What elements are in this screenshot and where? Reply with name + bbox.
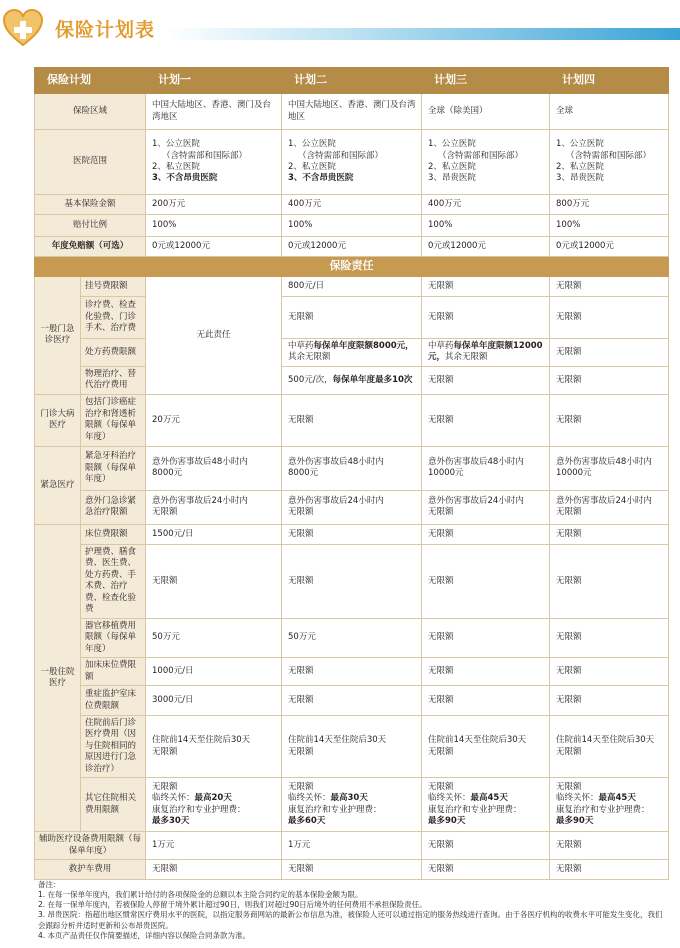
icu-plan-2: 无限额 bbox=[282, 686, 422, 716]
nursing-plan-1: 无限额 bbox=[146, 544, 282, 618]
row-label-nursing: 护理费、膳食费、医生费、处方药费、手术费、治疗费、检查化验费 bbox=[81, 544, 146, 618]
cell-line: 10000元 bbox=[556, 468, 592, 479]
prescription-rest: 其余无限额 bbox=[288, 352, 331, 363]
table-row-extra-bed bbox=[35, 658, 669, 686]
cell-line: 无限额 bbox=[288, 746, 314, 757]
hospital-line: 2、私立医院 bbox=[428, 162, 476, 172]
prescription-limit: 每保单年度限额12000元， bbox=[428, 340, 543, 363]
prescription-rest: 其余无限额 bbox=[445, 352, 488, 363]
nursing-plan-4: 无限额 bbox=[550, 544, 669, 618]
ratio-plan-3: 100% bbox=[422, 215, 550, 237]
cell-line: 最多30天 bbox=[152, 816, 190, 827]
hospital-line: 1、公立医院 bbox=[556, 139, 604, 150]
insurance-plan-table bbox=[34, 67, 669, 880]
cell-line: 无限额 bbox=[556, 507, 582, 518]
hospice-label: 临终关怀： bbox=[556, 793, 599, 804]
cell-line: 最多90天 bbox=[556, 816, 594, 827]
cell-line bbox=[428, 793, 545, 804]
cell-line: 康复治疗和专业护理费： bbox=[428, 804, 522, 815]
cell-line: 无限额 bbox=[152, 746, 178, 757]
other-plan-3 bbox=[422, 778, 550, 832]
category-emergency: 紧急医疗 bbox=[35, 446, 81, 524]
cell-line: 无限额 bbox=[556, 746, 582, 757]
major-disease-plan-2: 无限额 bbox=[282, 394, 422, 446]
hospital-line: 2、私立医院 bbox=[556, 162, 604, 172]
extra-bed-plan-4: 无限额 bbox=[550, 658, 669, 686]
cell-line: 无限额 bbox=[428, 507, 454, 518]
table-row-ambulance bbox=[35, 860, 669, 880]
row-label-transplant: 器官移植费用限额（每保单年度） bbox=[81, 618, 146, 657]
sum-insured-plan-2: 400万元 bbox=[282, 195, 422, 215]
dental-plan-3 bbox=[422, 446, 550, 490]
hospital-line: 1、公立医院 bbox=[152, 139, 200, 150]
registration-plan-4: 无限额 bbox=[550, 276, 669, 296]
table-row-prescription bbox=[35, 338, 669, 366]
table-row-other bbox=[35, 778, 669, 832]
prescription-plan-2 bbox=[282, 338, 422, 366]
diagnosis-plan-2: 无限额 bbox=[282, 296, 422, 338]
row-label-sum-insured: 基本保险金额 bbox=[35, 195, 146, 215]
cell-line: 无限额 bbox=[556, 781, 582, 792]
cell-line: 康复治疗和专业护理费： bbox=[556, 804, 650, 815]
hospital-line: 3、昂贵医院 bbox=[556, 173, 604, 184]
row-label-emergency-outpatient: 意外门急诊紧急治疗限额 bbox=[81, 490, 146, 524]
prescription-plan-4: 无限额 bbox=[550, 338, 669, 366]
row-label-deductible: 年度免赔额（可选） bbox=[35, 237, 146, 257]
pre-post-plan-3 bbox=[422, 716, 550, 778]
ambulance-plan-4: 无限额 bbox=[550, 860, 669, 880]
title-decoration-bar bbox=[166, 28, 680, 40]
nursing-plan-2: 无限额 bbox=[282, 544, 422, 618]
dental-plan-2 bbox=[282, 446, 422, 490]
header-plan-3: 计划三 bbox=[422, 68, 550, 94]
table-row-pre-post bbox=[35, 716, 669, 778]
row-label-dental: 紧急牙科治疗限额（每保单年度） bbox=[81, 446, 146, 490]
row-label-hospital: 医院范围 bbox=[35, 130, 146, 195]
registration-plan-2: 800元/日 bbox=[282, 276, 422, 296]
hospital-plan-1 bbox=[146, 130, 282, 195]
icu-plan-3: 无限额 bbox=[422, 686, 550, 716]
row-label-major-disease: 包括门诊癌症治疗和肾透析限额（每保单年度） bbox=[81, 394, 146, 446]
diagnosis-plan-3: 无限额 bbox=[422, 296, 550, 338]
transplant-plan-1: 50万元 bbox=[146, 618, 282, 657]
hospice-label: 临终关怀： bbox=[152, 793, 195, 804]
cell-line: 8000元 bbox=[152, 468, 183, 479]
hospital-line: 3、昂贵医院 bbox=[428, 173, 476, 184]
cell-line: 10000元 bbox=[428, 468, 464, 479]
row-label-prescription: 处方药费限额 bbox=[81, 338, 146, 366]
table-row-aux bbox=[35, 832, 669, 860]
transplant-plan-2: 50万元 bbox=[282, 618, 422, 657]
bed-plan-4: 无限额 bbox=[550, 524, 669, 544]
pre-post-plan-4 bbox=[550, 716, 669, 778]
table-row-deductible bbox=[35, 237, 669, 257]
icu-plan-1: 3000元/日 bbox=[146, 686, 282, 716]
hospital-plan-2 bbox=[282, 130, 422, 195]
ambulance-plan-2: 无限额 bbox=[282, 860, 422, 880]
cell-line: 无限额 bbox=[288, 507, 314, 518]
section-title: 保险责任 bbox=[35, 257, 669, 277]
table-row-dental bbox=[35, 446, 669, 490]
major-disease-plan-4: 无限额 bbox=[550, 394, 669, 446]
row-label-ratio: 赔付比例 bbox=[35, 215, 146, 237]
deductible-plan-4: 0元或12000元 bbox=[550, 237, 669, 257]
table-row-therapy bbox=[35, 366, 669, 394]
transplant-plan-4: 无限额 bbox=[550, 618, 669, 657]
deductible-plan-2: 0元或12000元 bbox=[282, 237, 422, 257]
table-row-hospital bbox=[35, 130, 669, 195]
cell-line: 最多60天 bbox=[288, 816, 326, 827]
cell-line: 无限额 bbox=[152, 507, 178, 518]
cell-line: 8000元 bbox=[288, 468, 319, 479]
deductible-plan-1: 0元或12000元 bbox=[146, 237, 282, 257]
header-plan-1: 计划一 bbox=[146, 68, 282, 94]
nursing-plan-3: 无限额 bbox=[422, 544, 550, 618]
sum-insured-plan-1: 200万元 bbox=[146, 195, 282, 215]
cell-line: 无限额 bbox=[288, 781, 314, 792]
other-plan-2 bbox=[282, 778, 422, 832]
cell-line: 无限额 bbox=[428, 781, 454, 792]
major-disease-plan-3: 无限额 bbox=[422, 394, 550, 446]
table-row-registration bbox=[35, 276, 669, 296]
hospice-limit: 最高30天 bbox=[330, 793, 368, 804]
row-label-region: 保险区域 bbox=[35, 94, 146, 130]
table-row-transplant bbox=[35, 618, 669, 657]
aux-plan-1: 1万元 bbox=[146, 832, 282, 860]
outpatient-plan-1-no-liability: 无此责任 bbox=[146, 276, 282, 394]
ratio-plan-1: 100% bbox=[146, 215, 282, 237]
deductible-plan-3: 0元或12000元 bbox=[422, 237, 550, 257]
cell-line: 康复治疗和专业护理费： bbox=[288, 804, 382, 815]
dental-plan-4 bbox=[550, 446, 669, 490]
prescription-text: 中草药 bbox=[428, 340, 454, 351]
row-label-diagnosis: 诊疗费、检查化验费、门诊手术、治疗费 bbox=[81, 296, 146, 338]
table-row-icu bbox=[35, 686, 669, 716]
hospice-limit: 最高45天 bbox=[598, 793, 636, 804]
cell-line: 康复治疗和专业护理费： bbox=[152, 804, 246, 815]
prescription-text: 中草药 bbox=[288, 340, 314, 351]
header-plan-2: 计划二 bbox=[282, 68, 422, 94]
table-row-diagnosis bbox=[35, 296, 669, 338]
other-plan-4 bbox=[550, 778, 669, 832]
therapy-plan-2 bbox=[282, 366, 422, 394]
section-header-row bbox=[35, 257, 669, 277]
icu-plan-4: 无限额 bbox=[550, 686, 669, 716]
table-row-major-disease bbox=[35, 394, 669, 446]
table-header-row bbox=[35, 68, 669, 94]
cell-line: 住院前14天至住院后30天 bbox=[556, 735, 655, 746]
diagnosis-plan-4: 无限额 bbox=[550, 296, 669, 338]
sum-insured-plan-4: 800万元 bbox=[550, 195, 669, 215]
footnote-item: 4. 本页产品责任仅作简要描述，详细内容以保险合同条款为准。 bbox=[38, 930, 251, 940]
extra-bed-plan-3: 无限额 bbox=[422, 658, 550, 686]
cell-line bbox=[556, 793, 664, 804]
bed-plan-3: 无限额 bbox=[422, 524, 550, 544]
emergency-outpatient-plan-2 bbox=[282, 490, 422, 524]
cell-line: 意外伤害事故后24小时内 bbox=[428, 495, 524, 506]
cell-line: 无限额 bbox=[152, 781, 178, 792]
cell-line: 意外伤害事故后24小时内 bbox=[288, 495, 384, 506]
row-label-icu: 重症监护室床位费限额 bbox=[81, 686, 146, 716]
footnote-item: 3. 昂贵医院：指超出地区惯常医疗费用水平的医院，以指定服务商网站的最新公布信息为准，被保险人还可以通过指定的服务热线进行查询。由于各医疗机构的收费水平可能发生变化，我们会跟踪分析并适时更新和公布昂贵医院。 bbox=[38, 910, 663, 930]
therapy-plan-4: 无限额 bbox=[550, 366, 669, 394]
bed-plan-1: 1500元/日 bbox=[146, 524, 282, 544]
pre-post-plan-1 bbox=[146, 716, 282, 778]
aux-plan-3: 无限额 bbox=[422, 832, 550, 860]
header-plan-4: 计划四 bbox=[550, 68, 669, 94]
hospice-label: 临终关怀： bbox=[428, 793, 471, 804]
page-title: 保险计划表 bbox=[55, 19, 156, 41]
hospital-plan-4 bbox=[550, 130, 669, 195]
emergency-outpatient-plan-4 bbox=[550, 490, 669, 524]
table-row-sum-insured bbox=[35, 195, 669, 215]
extra-bed-plan-2: 无限额 bbox=[282, 658, 422, 686]
heart-plus-logo-icon bbox=[2, 9, 44, 49]
category-major-disease: 门诊大病医疗 bbox=[35, 394, 81, 446]
cell-line: 意外伤害事故后48小时内 bbox=[428, 456, 524, 467]
hospital-plan-3 bbox=[422, 130, 550, 195]
hospital-line: （含特需部和国际部） bbox=[298, 150, 384, 161]
cell-line: 意外伤害事故后24小时内 bbox=[556, 495, 652, 506]
pre-post-plan-2 bbox=[282, 716, 422, 778]
hospital-line: （含特需部和国际部） bbox=[162, 150, 248, 161]
cell-line: 无限额 bbox=[428, 746, 454, 757]
hospice-limit: 最高20天 bbox=[194, 793, 232, 804]
ambulance-plan-3: 无限额 bbox=[422, 860, 550, 880]
table-row-nursing bbox=[35, 544, 669, 618]
prescription-limit: 每保单年度限额8000元， bbox=[313, 340, 414, 351]
extra-bed-plan-1: 1000元/日 bbox=[146, 658, 282, 686]
emergency-outpatient-plan-1 bbox=[146, 490, 282, 524]
hospital-line: （含特需部和国际部） bbox=[438, 150, 524, 161]
therapy-plan-3: 无限额 bbox=[422, 366, 550, 394]
cell-line: 最多90天 bbox=[428, 816, 466, 827]
bed-plan-2: 无限额 bbox=[282, 524, 422, 544]
table-row-region bbox=[35, 94, 669, 130]
cell-line: 住院前14天至住院后30天 bbox=[428, 735, 527, 746]
hospital-line: 2、私立医院 bbox=[288, 162, 336, 172]
hospice-label: 临终关怀： bbox=[288, 793, 331, 804]
hospital-line: 1、公立医院 bbox=[428, 139, 476, 150]
page-header bbox=[0, 0, 680, 60]
hospital-line: 3、不含昂贵医院 bbox=[288, 173, 354, 184]
table-row-emergency-outpatient bbox=[35, 490, 669, 524]
region-plan-3: 全球（除美国） bbox=[422, 94, 550, 130]
region-plan-4: 全球 bbox=[550, 94, 669, 130]
cell-line bbox=[288, 793, 417, 804]
sum-insured-plan-3: 400万元 bbox=[422, 195, 550, 215]
region-plan-2: 中国大陆地区、香港、澳门及台湾地区 bbox=[282, 94, 422, 130]
header-plan-label: 保险计划 bbox=[35, 68, 146, 94]
transplant-plan-3: 无限额 bbox=[422, 618, 550, 657]
dental-plan-1 bbox=[146, 446, 282, 490]
footnote-heading: 备注： bbox=[38, 880, 61, 889]
emergency-outpatient-plan-3 bbox=[422, 490, 550, 524]
therapy-text: 500元/次， bbox=[288, 374, 333, 385]
registration-plan-3: 无限额 bbox=[422, 276, 550, 296]
row-label-bed: 床位费限额 bbox=[81, 524, 146, 544]
hospital-line: 3、不含昂贵医院 bbox=[152, 173, 218, 184]
cell-line: 意外伤害事故后48小时内 bbox=[288, 456, 384, 467]
region-plan-1: 中国大陆地区、香港、澳门及台湾地区 bbox=[146, 94, 282, 130]
row-label-registration: 挂号费限额 bbox=[81, 276, 146, 296]
aux-plan-2: 1万元 bbox=[282, 832, 422, 860]
footnote-item: 2. 在每一保单年度内，若被保险人停留于境外累计超过90日，则我们对超过90日后境外的任何费用不承担保险责任。 bbox=[38, 900, 427, 910]
cell-line: 住院前14天至住院后30天 bbox=[288, 735, 387, 746]
ratio-plan-2: 100% bbox=[282, 215, 422, 237]
table-row-ratio bbox=[35, 215, 669, 237]
hospital-line: 2、私立医院 bbox=[152, 162, 200, 172]
ratio-plan-4: 100% bbox=[550, 215, 669, 237]
row-label-aux: 辅助医疗设备费用限额（每保单年度） bbox=[35, 832, 146, 860]
hospital-line: （含特需部和国际部） bbox=[566, 150, 652, 161]
table-row-bed bbox=[35, 524, 669, 544]
row-label-ambulance: 救护车费用 bbox=[35, 860, 146, 880]
footnote-item: 1. 在每一保单年度内，我们累计给付的各项保险金的总额以本主险合同约定的基本保险金额为限。 bbox=[38, 890, 363, 900]
row-label-other: 其它住院相关费用限额 bbox=[81, 778, 146, 832]
therapy-limit: 每保单年度最多10次 bbox=[332, 374, 413, 385]
other-plan-1 bbox=[146, 778, 282, 832]
category-outpatient: 一般门急诊医疗 bbox=[35, 276, 81, 394]
hospital-line: 1、公立医院 bbox=[288, 139, 336, 150]
aux-plan-4: 无限额 bbox=[550, 832, 669, 860]
hospice-limit: 最高45天 bbox=[470, 793, 508, 804]
prescription-plan-3 bbox=[422, 338, 550, 366]
footnotes bbox=[38, 880, 668, 941]
cell-line: 意外伤害事故后48小时内 bbox=[556, 456, 652, 467]
category-inpatient: 一般住院医疗 bbox=[35, 524, 81, 832]
cell-line: 住院前14天至住院后30天 bbox=[152, 735, 251, 746]
ambulance-plan-1: 无限额 bbox=[146, 860, 282, 880]
row-label-extra-bed: 加床床位费限额 bbox=[81, 658, 146, 686]
cell-line: 意外伤害事故后48小时内 bbox=[152, 456, 248, 467]
cell-line: 意外伤害事故后24小时内 bbox=[152, 495, 248, 506]
major-disease-plan-1: 20万元 bbox=[146, 394, 282, 446]
cell-line bbox=[152, 793, 277, 804]
row-label-therapy: 物理治疗、替代治疗费用 bbox=[81, 366, 146, 394]
row-label-pre-post: 住院前后门诊医疗费用（因与住院相同的原因进行门急诊治疗） bbox=[81, 716, 146, 778]
